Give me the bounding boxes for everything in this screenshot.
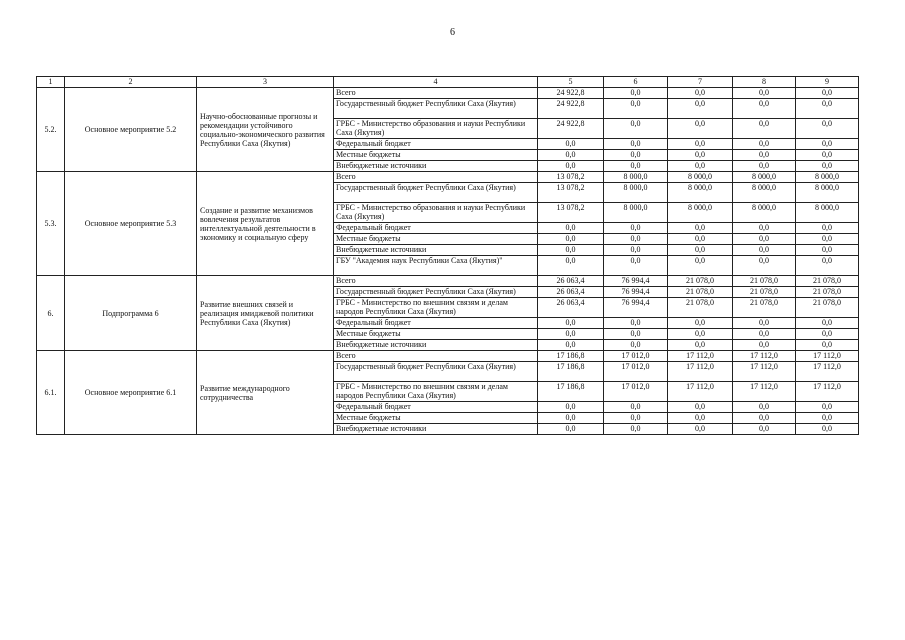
header-cell: 4 [334, 77, 538, 88]
item-number: 5.3. [37, 172, 65, 276]
amount-cell: 0,0 [538, 413, 604, 424]
amount-cell: 8 000,0 [604, 183, 668, 203]
funding-source: Местные бюджеты [334, 150, 538, 161]
funding-source: Местные бюджеты [334, 413, 538, 424]
amount-cell: 0,0 [796, 329, 859, 340]
amount-cell: 0,0 [733, 329, 796, 340]
header-cell: 1 [37, 77, 65, 88]
item-description: Создание и развитие механизмов вовлечения результатов интеллектуальной деятельности в экономику и социальную сферу [197, 172, 334, 276]
amount-cell: 13 078,2 [538, 172, 604, 183]
amount-cell: 21 078,0 [796, 276, 859, 287]
amount-cell: 0,0 [796, 256, 859, 276]
funding-table [36, 76, 859, 435]
amount-cell: 0,0 [668, 340, 733, 351]
amount-cell: 26 063,4 [538, 287, 604, 298]
amount-cell: 17 112,0 [796, 382, 859, 402]
amount-cell: 17 112,0 [668, 351, 733, 362]
amount-cell: 0,0 [538, 223, 604, 234]
amount-cell: 21 078,0 [668, 287, 733, 298]
item-name: Основное мероприятие 5.2 [65, 88, 197, 172]
amount-cell: 0,0 [604, 424, 668, 435]
table-row [37, 88, 859, 99]
amount-cell: 17 186,8 [538, 351, 604, 362]
amount-cell: 24 922,8 [538, 119, 604, 139]
funding-source: Всего [334, 172, 538, 183]
amount-cell: 8 000,0 [733, 172, 796, 183]
amount-cell: 0,0 [604, 329, 668, 340]
amount-cell: 26 063,4 [538, 298, 604, 318]
amount-cell: 0,0 [604, 340, 668, 351]
amount-cell: 17 112,0 [796, 351, 859, 362]
amount-cell: 0,0 [733, 99, 796, 119]
funding-source: Всего [334, 351, 538, 362]
amount-cell: 0,0 [733, 119, 796, 139]
amount-cell: 8 000,0 [733, 203, 796, 223]
amount-cell: 17 012,0 [604, 351, 668, 362]
header-cell: 7 [668, 77, 733, 88]
item-name: Основное мероприятие 6.1 [65, 351, 197, 435]
amount-cell: 0,0 [796, 139, 859, 150]
amount-cell: 0,0 [733, 256, 796, 276]
amount-cell: 8 000,0 [668, 172, 733, 183]
item-name: Основное мероприятие 5.3 [65, 172, 197, 276]
funding-source: Внебюджетные источники [334, 161, 538, 172]
amount-cell: 21 078,0 [733, 276, 796, 287]
amount-cell: 0,0 [733, 340, 796, 351]
amount-cell: 0,0 [668, 245, 733, 256]
amount-cell: 0,0 [538, 402, 604, 413]
funding-source: ГРБС - Министерство образования и науки Республики Саха (Якутия) [334, 119, 538, 139]
item-number: 6. [37, 276, 65, 351]
funding-source: ГРБС - Министерство образования и науки Республики Саха (Якутия) [334, 203, 538, 223]
item-description: Развитие внешних связей и реализация имиджевой политики Республики Саха (Якутия) [197, 276, 334, 351]
amount-cell: 0,0 [733, 150, 796, 161]
amount-cell: 0,0 [733, 413, 796, 424]
funding-source: Государственный бюджет Республики Саха (Якутия) [334, 183, 538, 203]
amount-cell: 0,0 [668, 402, 733, 413]
amount-cell: 13 078,2 [538, 183, 604, 203]
funding-source: Государственный бюджет Республики Саха (Якутия) [334, 362, 538, 382]
header-cell: 2 [65, 77, 197, 88]
amount-cell: 76 994,4 [604, 287, 668, 298]
amount-cell: 0,0 [604, 413, 668, 424]
amount-cell: 8 000,0 [668, 203, 733, 223]
amount-cell: 0,0 [796, 340, 859, 351]
amount-cell: 0,0 [668, 424, 733, 435]
funding-source: Федеральный бюджет [334, 402, 538, 413]
amount-cell: 0,0 [796, 424, 859, 435]
amount-cell: 0,0 [668, 161, 733, 172]
amount-cell: 0,0 [538, 139, 604, 150]
table-row [37, 172, 859, 183]
amount-cell: 17 186,8 [538, 382, 604, 402]
funding-source: Федеральный бюджет [334, 223, 538, 234]
amount-cell: 0,0 [796, 119, 859, 139]
amount-cell: 0,0 [604, 223, 668, 234]
amount-cell: 0,0 [538, 340, 604, 351]
amount-cell: 0,0 [668, 223, 733, 234]
amount-cell: 0,0 [668, 119, 733, 139]
amount-cell: 17 112,0 [668, 362, 733, 382]
amount-cell: 0,0 [733, 161, 796, 172]
amount-cell: 0,0 [668, 99, 733, 119]
amount-cell: 0,0 [604, 234, 668, 245]
amount-cell: 0,0 [733, 424, 796, 435]
amount-cell: 17 112,0 [668, 382, 733, 402]
amount-cell: 24 922,8 [538, 88, 604, 99]
amount-cell: 21 078,0 [796, 287, 859, 298]
amount-cell: 0,0 [604, 99, 668, 119]
amount-cell: 76 994,4 [604, 276, 668, 287]
amount-cell: 21 078,0 [796, 298, 859, 318]
item-number: 6.1. [37, 351, 65, 435]
amount-cell: 0,0 [733, 245, 796, 256]
header-cell: 6 [604, 77, 668, 88]
amount-cell: 0,0 [538, 424, 604, 435]
amount-cell: 0,0 [796, 413, 859, 424]
amount-cell: 21 078,0 [733, 287, 796, 298]
amount-cell: 0,0 [733, 139, 796, 150]
item-description: Научно-обоснованные прогнозы и рекомендации устойчивого социально-экономического развития Республики Саха (Якутия) [197, 88, 334, 172]
funding-source: Государственный бюджет Республики Саха (Якутия) [334, 287, 538, 298]
funding-source: Всего [334, 276, 538, 287]
funding-source: Федеральный бюджет [334, 318, 538, 329]
amount-cell: 13 078,2 [538, 203, 604, 223]
amount-cell: 0,0 [796, 150, 859, 161]
funding-source: Внебюджетные источники [334, 245, 538, 256]
amount-cell: 0,0 [604, 318, 668, 329]
funding-source: Государственный бюджет Республики Саха (Якутия) [334, 99, 538, 119]
amount-cell: 0,0 [796, 318, 859, 329]
amount-cell: 0,0 [796, 245, 859, 256]
funding-source: Внебюджетные источники [334, 340, 538, 351]
amount-cell: 76 994,4 [604, 298, 668, 318]
amount-cell: 21 078,0 [668, 276, 733, 287]
amount-cell: 8 000,0 [796, 172, 859, 183]
amount-cell: 0,0 [668, 150, 733, 161]
funding-source: Федеральный бюджет [334, 139, 538, 150]
amount-cell: 8 000,0 [604, 172, 668, 183]
amount-cell: 0,0 [796, 99, 859, 119]
table-row [37, 276, 859, 287]
header-cell: 5 [538, 77, 604, 88]
amount-cell: 0,0 [733, 88, 796, 99]
funding-source: Местные бюджеты [334, 234, 538, 245]
amount-cell: 0,0 [733, 223, 796, 234]
amount-cell: 0,0 [604, 256, 668, 276]
table-row [37, 351, 859, 362]
amount-cell: 0,0 [604, 119, 668, 139]
amount-cell: 0,0 [796, 223, 859, 234]
header-cell: 3 [197, 77, 334, 88]
amount-cell: 0,0 [538, 329, 604, 340]
amount-cell: 0,0 [668, 413, 733, 424]
amount-cell: 26 063,4 [538, 276, 604, 287]
amount-cell: 0,0 [796, 88, 859, 99]
amount-cell: 17 112,0 [733, 382, 796, 402]
amount-cell: 0,0 [604, 161, 668, 172]
amount-cell: 8 000,0 [604, 203, 668, 223]
funding-source: ГБУ "Академия наук Республики Саха (Якутия)" [334, 256, 538, 276]
amount-cell: 0,0 [538, 318, 604, 329]
amount-cell: 8 000,0 [796, 183, 859, 203]
amount-cell: 17 012,0 [604, 382, 668, 402]
amount-cell: 0,0 [796, 161, 859, 172]
page-number: 6 [450, 27, 455, 38]
amount-cell: 0,0 [604, 150, 668, 161]
amount-cell: 21 078,0 [733, 298, 796, 318]
funding-source: ГРБС - Министерство по внешним связям и делам народов Республики Саха (Якутия) [334, 382, 538, 402]
item-name: Подпрограмма 6 [65, 276, 197, 351]
amount-cell: 0,0 [604, 139, 668, 150]
funding-source: Внебюджетные источники [334, 424, 538, 435]
amount-cell: 0,0 [796, 234, 859, 245]
amount-cell: 0,0 [733, 234, 796, 245]
amount-cell: 0,0 [538, 150, 604, 161]
header-cell: 8 [733, 77, 796, 88]
amount-cell: 0,0 [668, 139, 733, 150]
funding-source: Всего [334, 88, 538, 99]
item-description: Развитие международного сотрудничества [197, 351, 334, 435]
amount-cell: 17 186,8 [538, 362, 604, 382]
amount-cell: 0,0 [668, 256, 733, 276]
amount-cell: 21 078,0 [668, 298, 733, 318]
amount-cell: 24 922,8 [538, 99, 604, 119]
amount-cell: 8 000,0 [733, 183, 796, 203]
amount-cell: 0,0 [538, 234, 604, 245]
funding-source: ГРБС - Министерство по внешним связям и делам народов Республики Саха (Якутия) [334, 298, 538, 318]
amount-cell: 17 012,0 [604, 362, 668, 382]
amount-cell: 0,0 [796, 402, 859, 413]
amount-cell: 0,0 [538, 245, 604, 256]
header-cell: 9 [796, 77, 859, 88]
amount-cell: 0,0 [668, 234, 733, 245]
amount-cell: 0,0 [668, 318, 733, 329]
amount-cell: 0,0 [538, 161, 604, 172]
amount-cell: 0,0 [668, 329, 733, 340]
amount-cell: 0,0 [604, 88, 668, 99]
amount-cell: 0,0 [538, 256, 604, 276]
amount-cell: 17 112,0 [796, 362, 859, 382]
amount-cell: 17 112,0 [733, 362, 796, 382]
item-number: 5.2. [37, 88, 65, 172]
amount-cell: 0,0 [604, 402, 668, 413]
amount-cell: 0,0 [668, 88, 733, 99]
header-row [37, 77, 859, 88]
amount-cell: 8 000,0 [796, 203, 859, 223]
amount-cell: 0,0 [733, 402, 796, 413]
amount-cell: 8 000,0 [668, 183, 733, 203]
funding-source: Местные бюджеты [334, 329, 538, 340]
amount-cell: 17 112,0 [733, 351, 796, 362]
amount-cell: 0,0 [733, 318, 796, 329]
amount-cell: 0,0 [604, 245, 668, 256]
